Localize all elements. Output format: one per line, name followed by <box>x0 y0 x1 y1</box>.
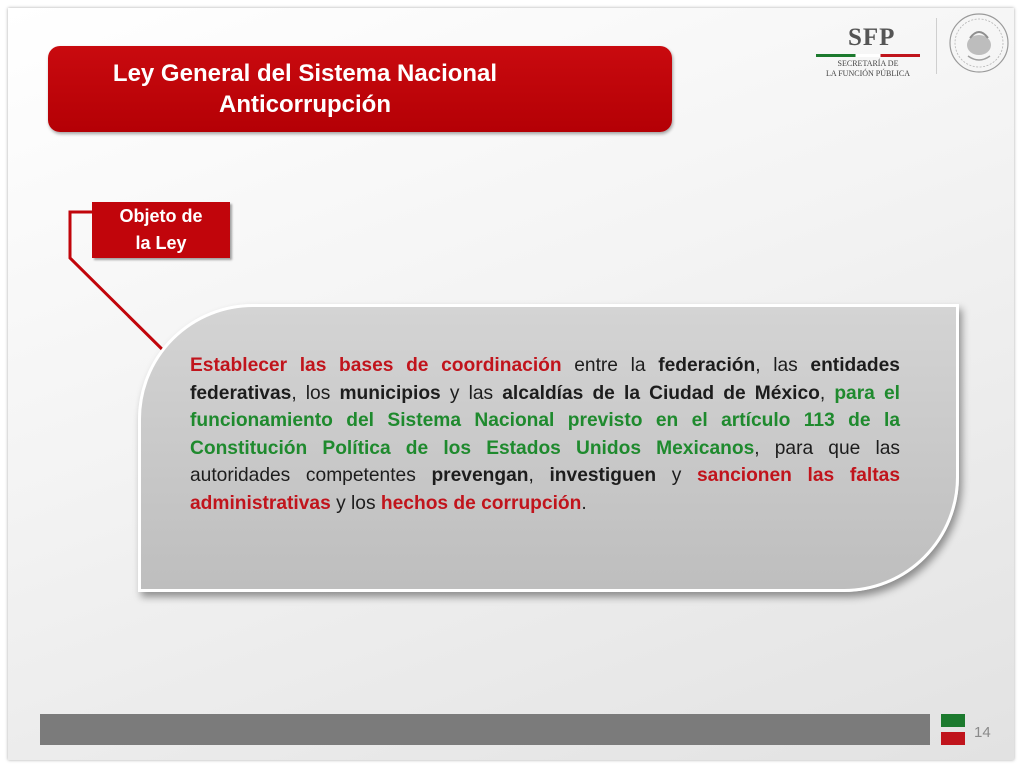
text-segment: entre la <box>561 355 659 376</box>
objeto-label <box>92 202 230 258</box>
text-segment: para el funcionamiento del Sistema Nacional previsto en el artículo 113 de la Constitución Política de los Estados Unidos Mexicanos <box>190 382 900 459</box>
text-segment: entidades federativas <box>190 355 900 404</box>
text-segment: alcaldías de la Ciudad de México <box>502 382 820 404</box>
text-segment: . <box>581 492 587 514</box>
green-square-icon <box>941 714 965 727</box>
logo-divider <box>936 18 937 74</box>
tag-line-2: la Ley <box>135 233 187 253</box>
law-objective-text <box>190 352 900 518</box>
slide-title <box>48 46 672 132</box>
sfp-logo <box>812 24 924 80</box>
text-segment: Establecer las bases de coordinación <box>190 355 562 376</box>
sfp-subtitle-line-1: SECRETARÍA DE <box>837 59 899 68</box>
text-segment: y <box>656 465 697 487</box>
text-segment: investiguen <box>549 465 657 487</box>
red-square-icon <box>941 732 965 745</box>
footer-bar <box>40 714 930 745</box>
text-segment: sancionen las faltas administrativas <box>190 465 900 514</box>
text-segment: , <box>528 465 550 487</box>
text-segment: prevengan <box>431 465 529 487</box>
text-segment: municipios <box>339 382 441 404</box>
text-segment: y las <box>440 382 503 404</box>
text-segment: federación <box>658 355 756 376</box>
text-segment: y los <box>330 492 381 514</box>
flag-stripe <box>816 54 920 57</box>
coat-of-arms-icon <box>948 12 1010 74</box>
text-segment: , <box>819 382 835 404</box>
title-line-2: Anticorrupción <box>218 91 391 118</box>
text-segment: , para que las autoridades competentes <box>190 437 900 487</box>
page-number: 14 <box>974 724 991 741</box>
sfp-subtitle-line-2: LA FUNCIÓN PÚBLICA <box>826 69 911 78</box>
text-segment: , las <box>755 355 811 376</box>
sfp-subtitle <box>826 59 910 79</box>
tag-line-1: Objeto de <box>119 206 203 226</box>
sfp-acronym: SFP <box>848 24 896 51</box>
title-line-1: Ley General del Sistema Nacional <box>112 60 498 87</box>
text-segment: hechos de corrupción <box>380 492 582 514</box>
text-segment: , los <box>291 382 340 404</box>
